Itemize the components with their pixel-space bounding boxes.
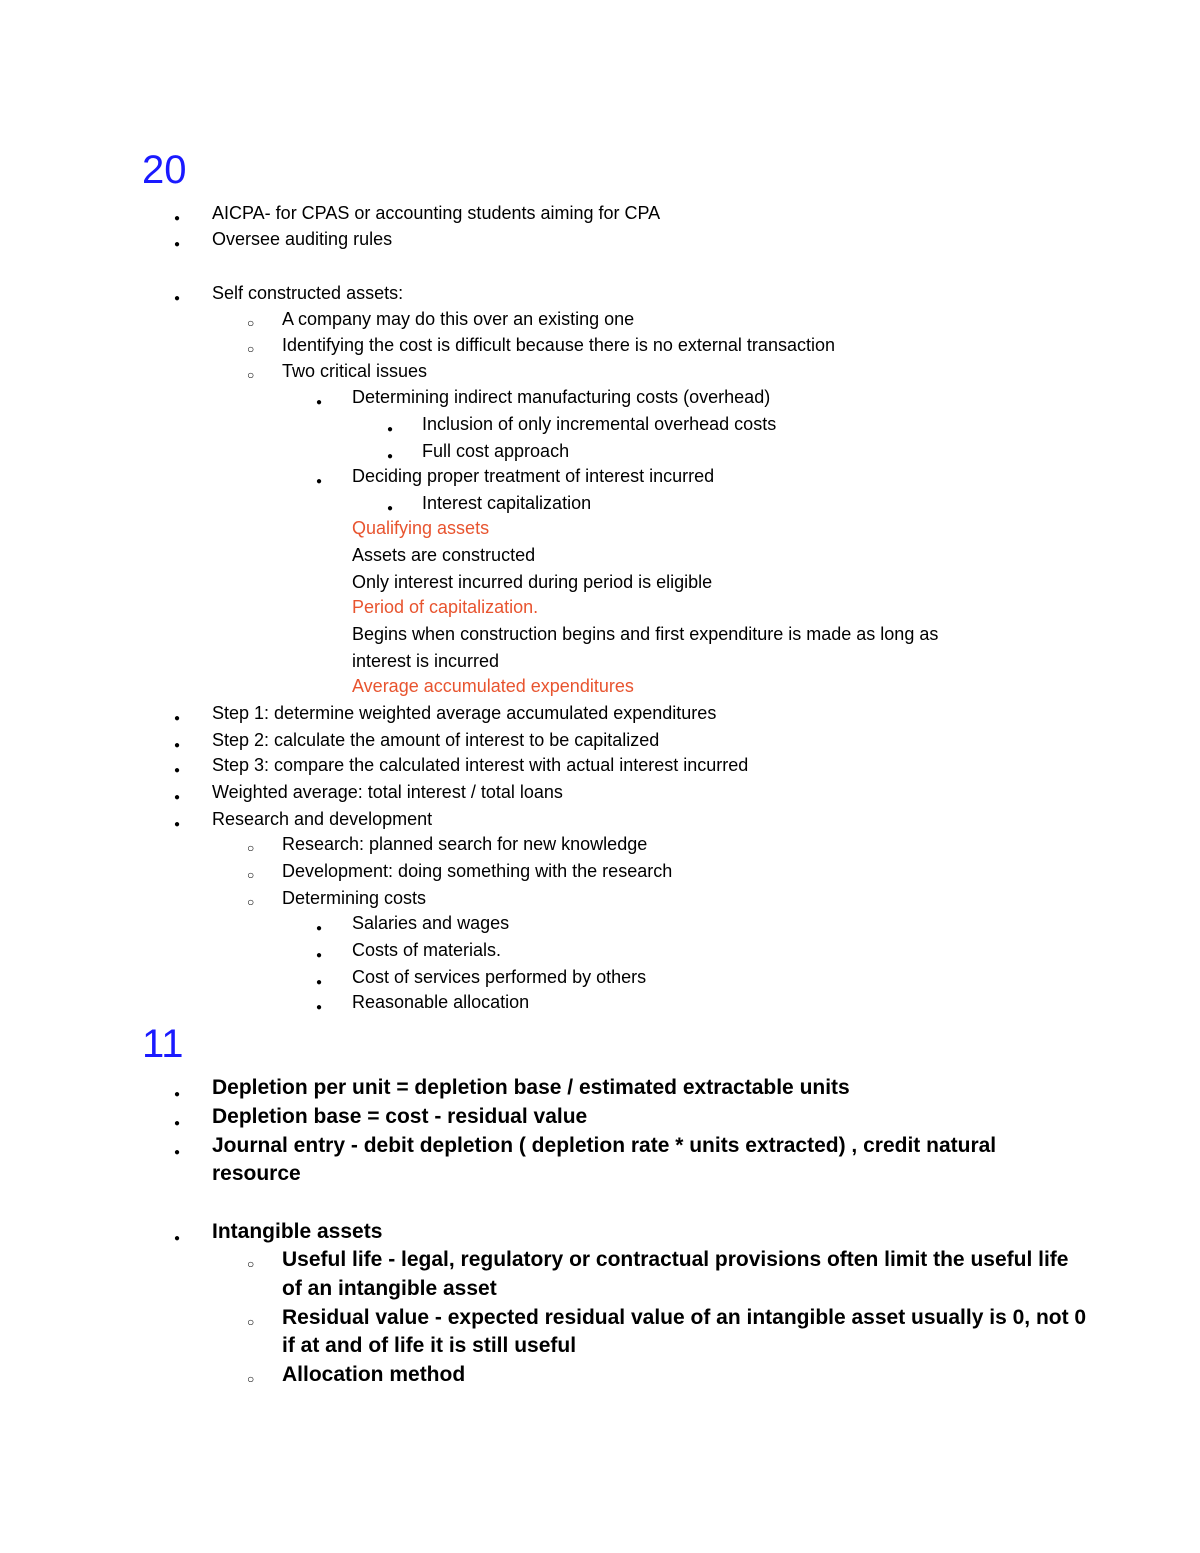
list-item: Only interest incurred during period is eligible — [352, 572, 713, 592]
bullet-circle-icon: ○ — [247, 841, 255, 855]
bullet-disc-icon: ● — [387, 451, 394, 462]
list-item: Journal entry - debit depletion ( depletion rate * units extracted) , credit natural — [212, 1134, 997, 1157]
bullet-disc-icon: ● — [174, 1089, 181, 1100]
bullet-disc-icon: ● — [174, 239, 181, 250]
list-item: Begins when construction begins and first expenditure is made as long as — [352, 624, 939, 644]
bullet-disc-icon: ● — [316, 397, 323, 408]
list-item: Deciding proper treatment of interest incurred — [352, 466, 715, 486]
list-item: A company may do this over an existing one — [282, 309, 635, 329]
bullet-disc-icon: ● — [174, 1118, 181, 1129]
list-item: Step 1: determine weighted average accumulated expenditures — [212, 703, 717, 723]
bullet-circle-icon: ○ — [247, 868, 255, 882]
list-item: Interest capitalization — [422, 493, 592, 513]
list-item: Qualifying assets — [352, 518, 490, 538]
list-item: Determining costs — [282, 888, 427, 908]
section-heading: 11 — [142, 1022, 184, 1066]
bullet-disc-icon: ● — [174, 713, 181, 724]
list-item: Depletion per unit = depletion base / estimated extractable units — [212, 1076, 850, 1099]
bullet-disc-icon: ● — [174, 213, 181, 224]
list-item: Costs of materials. — [352, 940, 502, 960]
list-item: Cost of services performed by others — [352, 967, 647, 987]
bullet-circle-icon: ○ — [247, 1315, 255, 1329]
bullet-disc-icon: ● — [316, 923, 323, 934]
bullet-disc-icon: ● — [387, 424, 394, 435]
list-item: Identifying the cost is difficult because there is no external transaction — [282, 335, 835, 355]
list-item: Inclusion of only incremental overhead costs — [422, 414, 777, 434]
list-item: Average accumulated expenditures — [352, 676, 634, 696]
list-item: Intangible assets — [212, 1220, 383, 1243]
bullet-disc-icon: ● — [174, 1147, 181, 1158]
bullet-disc-icon: ● — [174, 293, 181, 304]
list-item: Depletion base = cost - residual value — [212, 1105, 588, 1128]
bullet-disc-icon: ● — [174, 740, 181, 751]
list-item: Self constructed assets: — [212, 283, 404, 303]
bullet-circle-icon: ○ — [247, 895, 255, 909]
bullet-circle-icon: ○ — [247, 1372, 255, 1386]
bullet-disc-icon: ● — [316, 977, 323, 988]
list-item: Weighted average: total interest / total loans — [212, 782, 563, 802]
bullet-disc-icon: ● — [174, 819, 181, 830]
list-item: Development: doing something with the research — [282, 861, 673, 881]
list-item: Research: planned search for new knowledge — [282, 834, 648, 854]
list-item: Salaries and wages — [352, 913, 510, 933]
list-item: Full cost approach — [422, 441, 570, 461]
list-item: Assets are constructed — [352, 545, 536, 565]
list-item: Period of capitalization. — [352, 597, 539, 617]
list-item: Determining indirect manufacturing costs (overhead) — [352, 387, 771, 407]
bullet-disc-icon: ● — [174, 765, 181, 776]
list-item: if at and of life it is still useful — [282, 1334, 577, 1357]
list-item: of an intangible asset — [282, 1277, 497, 1300]
list-item: interest is incurred — [352, 651, 500, 671]
list-item: Two critical issues — [282, 361, 428, 381]
bullet-disc-icon: ● — [387, 503, 394, 514]
list-item: Step 3: compare the calculated interest with actual interest incurred — [212, 755, 749, 775]
section-heading: 20 — [142, 148, 187, 192]
bullet-circle-icon: ○ — [247, 342, 255, 356]
bullet-disc-icon: ● — [316, 476, 323, 487]
list-item: resource — [212, 1162, 301, 1185]
list-item: Research and development — [212, 809, 433, 829]
bullet-disc-icon: ● — [174, 792, 181, 803]
list-item: Allocation method — [282, 1363, 466, 1386]
bullet-disc-icon: ● — [174, 1233, 181, 1244]
list-item: Residual value - expected residual value of an intangible asset usually is 0, not 0 — [282, 1306, 1087, 1329]
list-item: Oversee auditing rules — [212, 229, 393, 249]
list-item: Useful life - legal, regulatory or contractual provisions often limit the useful life — [282, 1248, 1069, 1271]
list-item: Step 2: calculate the amount of interest to be capitalized — [212, 730, 660, 750]
bullet-circle-icon: ○ — [247, 368, 255, 382]
list-item: Reasonable allocation — [352, 992, 530, 1012]
bullet-disc-icon: ● — [316, 1002, 323, 1013]
list-item: AICPA- for CPAS or accounting students aiming for CPA — [212, 203, 661, 223]
bullet-circle-icon: ○ — [247, 1257, 255, 1271]
bullet-disc-icon: ● — [316, 950, 323, 961]
bullet-circle-icon: ○ — [247, 316, 255, 330]
